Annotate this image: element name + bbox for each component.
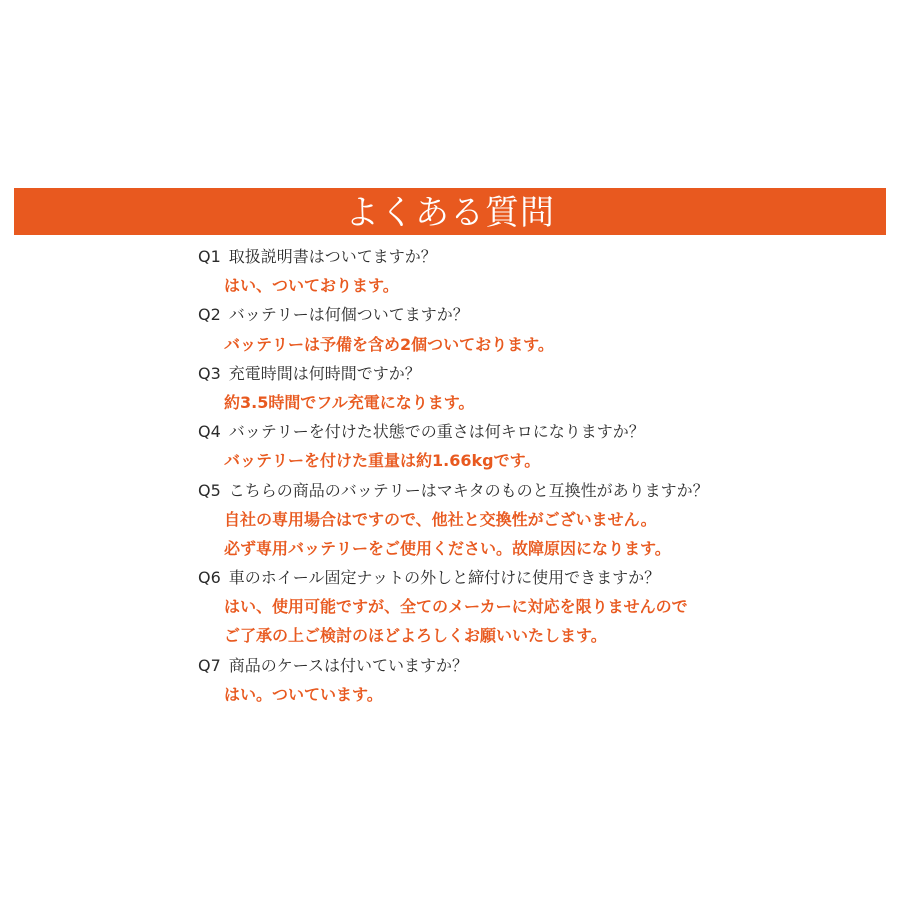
faq-item-q7	[198, 651, 888, 709]
question-number: Q2	[198, 305, 221, 325]
answer-line: 約3.5時間でフル充電になります。	[224, 392, 475, 412]
question-line	[198, 563, 888, 592]
question-text: バッテリーは何個ついてますか？	[228, 305, 469, 325]
question-line	[198, 242, 888, 271]
answer-line: 必ず専用バッテリーをご使用ください。故障原因になります。	[224, 538, 671, 558]
faq-item-q4	[198, 417, 888, 475]
question-text: 商品のケースは付いていますか？	[228, 655, 468, 675]
question-line	[198, 476, 888, 505]
question-text: バッテリーを付けた状態での重さは何キロになりますか？	[228, 422, 645, 442]
question-line	[198, 651, 888, 680]
question-number: Q7	[198, 655, 221, 675]
question-text: 車のホイール固定ナットの外しと締付けに使用できますか？	[228, 568, 661, 588]
answer-line: はい、ついております。	[224, 276, 399, 296]
question-text: 取扱説明書はついてますか？	[228, 247, 437, 266]
question-number: Q5	[198, 480, 221, 500]
faq-list	[198, 242, 888, 709]
question-line	[198, 417, 888, 446]
answer-line: はい。ついています。	[224, 684, 383, 704]
banner-title: よくある質問	[345, 192, 555, 233]
faq-banner	[14, 188, 886, 235]
answer-line: はい、使用可能ですが、全てのメーカーに対応を限りませんので	[224, 597, 688, 617]
question-text: 充電時間は何時間ですか？	[228, 363, 421, 383]
answer-line: バッテリーは予備を含め2個ついております。	[224, 334, 554, 354]
faq-item-q1	[198, 242, 888, 300]
question-number: Q6	[198, 568, 221, 588]
faq-item-q5	[198, 476, 888, 564]
question-number: Q4	[198, 422, 221, 442]
faq-item-q2	[198, 300, 888, 358]
answer-line: バッテリーを付けた重量は約1.66kgです。	[224, 451, 541, 471]
answer-line: 自社の専用場合はですので、他社と交換性がございません。	[224, 509, 657, 529]
question-number: Q1	[198, 247, 221, 266]
question-text: こちらの商品のバッテリーはマキタのものと互換性がありますか？	[228, 480, 709, 500]
faq-item-q3	[198, 359, 888, 417]
question-line	[198, 359, 888, 388]
faq-item-q6	[198, 563, 888, 651]
answer-line: ご了承の上ご検討のほどよろしくお願いいたします。	[224, 626, 607, 646]
question-number: Q3	[198, 363, 221, 383]
question-line	[198, 300, 888, 329]
